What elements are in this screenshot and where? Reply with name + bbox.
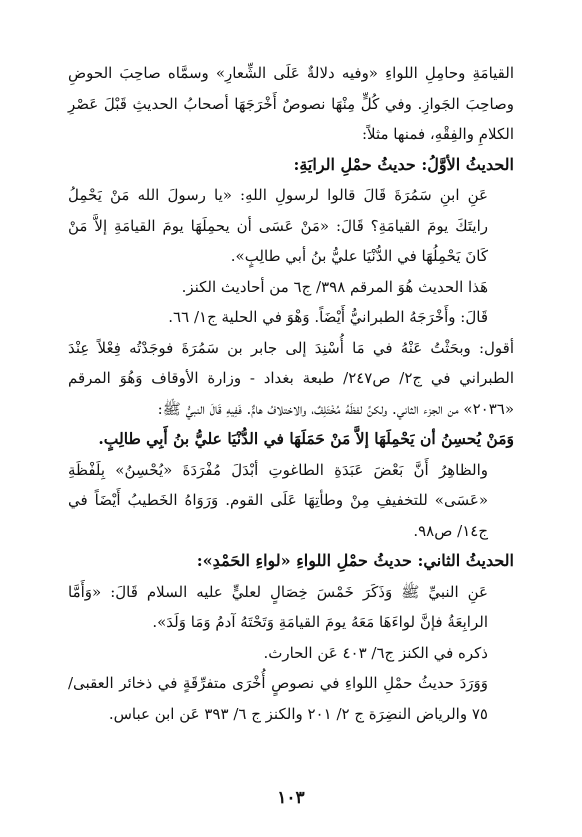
source-note-1: هَذا الحديث هُوَ المرقم ٣٩٨/ ج٦ من أحاديث الكنز. bbox=[181, 277, 488, 296]
commentary-paragraph: أقول: وبحَثْتُ عَنْهُ في مَا أُسْنِدَ إلى جابر بن سَمُرَةَ فوجَدْتُه فِعْلاً عِنْدَ الطبراني في ج٢/ ص٢٤٧/ طبعة بغداد - وزارة الأوقاف وَهُوَ المرقم «٢٠٣٦» من الجزء الثاني. ولكنَّ لفظَهُ مُخْتَلِفٌ، والاختلافُ هامٌّ. فَفِيهِ قَالَ النبيُّ ﷺ: bbox=[68, 338, 514, 418]
page-number: ١٠٣ bbox=[277, 788, 305, 808]
source-note-4: وَوَرَدَ حديثُ حمْلِ اللواءِ في نصوصٍ أُخْرَى متفرِّقَةٍ في ذخائر العقبى/ ٧٥ والرياض النضِرَة ج ٢/ ٢٠١ والكنز ج ٦/ ٣٩٣ عَن ابن عباس. bbox=[68, 674, 488, 723]
hadith-1-text: عَنِ ابنِ سَمُرَةَ قَالَ قالوا لرسولِ اللهِ: «يا رسولَ الله مَنْ يَحْمِلُ رايتَكَ يومَ القيامَةِ؟ قَالَ: «مَنْ عَسَى أن يحمِلَهَا يومَ القيامَةِ إلاَّ مَنْ كَانَ يَحْمِلُهَا في الدُّنْيَا عليُّ بنُ أبي طالِبٍ». bbox=[68, 186, 488, 265]
commentary-note: والظاهِرُ أَنَّ بَعْضَ عَبَدَةِ الطاغوتِ أبْدَلَ مُفْرَدَةَ «يُحْسِنُ» بِلَفْظَةِ «عَسَى» للتخفيفِ مِنْ وطأتِهَا عَلَى القوم. وَرَوَاهُ الخَطيبُ أَيْضَاً في ج١٤/ ص٩٨. bbox=[68, 460, 488, 540]
page-body bbox=[68, 58, 514, 729]
quoted-hadith: وَمَنْ يُحسِنُ أن يَحْمِلَهَا إلاَّ مَنْ حَمَلَهَا في الدُّنْيَا عليُّ بنُ أَبِي طالِبٍ. bbox=[98, 429, 514, 448]
intro-paragraph: القيامَةِ وحامِلِ اللواءِ «وفيه دلالةٌ عَلَى الشِّعارِ» وسمَّاه صاحِبَ الحوضِ وصاحِبَ الجَوازِ. وفي كُلٍّ مِنْهَا نصوصٌ أَخْرَجَهَا أصحابُ الحديثِ قَبْلَ عَصْرِ الكلامِ والفِقْهِ، فمنها مثلاً: bbox=[68, 64, 514, 143]
section-heading-1: الحديثُ الأوَّلُ: حديثُ حمْلِ الرايَةِ: bbox=[293, 154, 514, 174]
section-heading-2: الحديثُ الثاني: حديثُ حمْلِ اللواءِ «لواءِ الحَمْدِ»: bbox=[196, 551, 514, 570]
source-note-2: قَالَ: وأَخْرَجَهُ الطبرانيُّ أَيْضَاً. وَهْوَ في الحلية ج١/ ٦٦. bbox=[168, 308, 488, 326]
source-note-3: ذكره في الكنز ج٦/ ٤٠٣ عَن الحارث. bbox=[263, 643, 488, 662]
hadith-2-text: عَنِ النبيِّ ﷺ وَذَكَرَ خَمْسَ خِصَالٍ لعليٍّ عليه السلام قَالَ: «وَأَمَّا الرابِعَةُ فإنَّ لواءَهَا مَعَهُ يومَ القيامَةِ وَتَحْتَهُ آدمُ وَمَا وَلَدَ». bbox=[68, 582, 488, 631]
